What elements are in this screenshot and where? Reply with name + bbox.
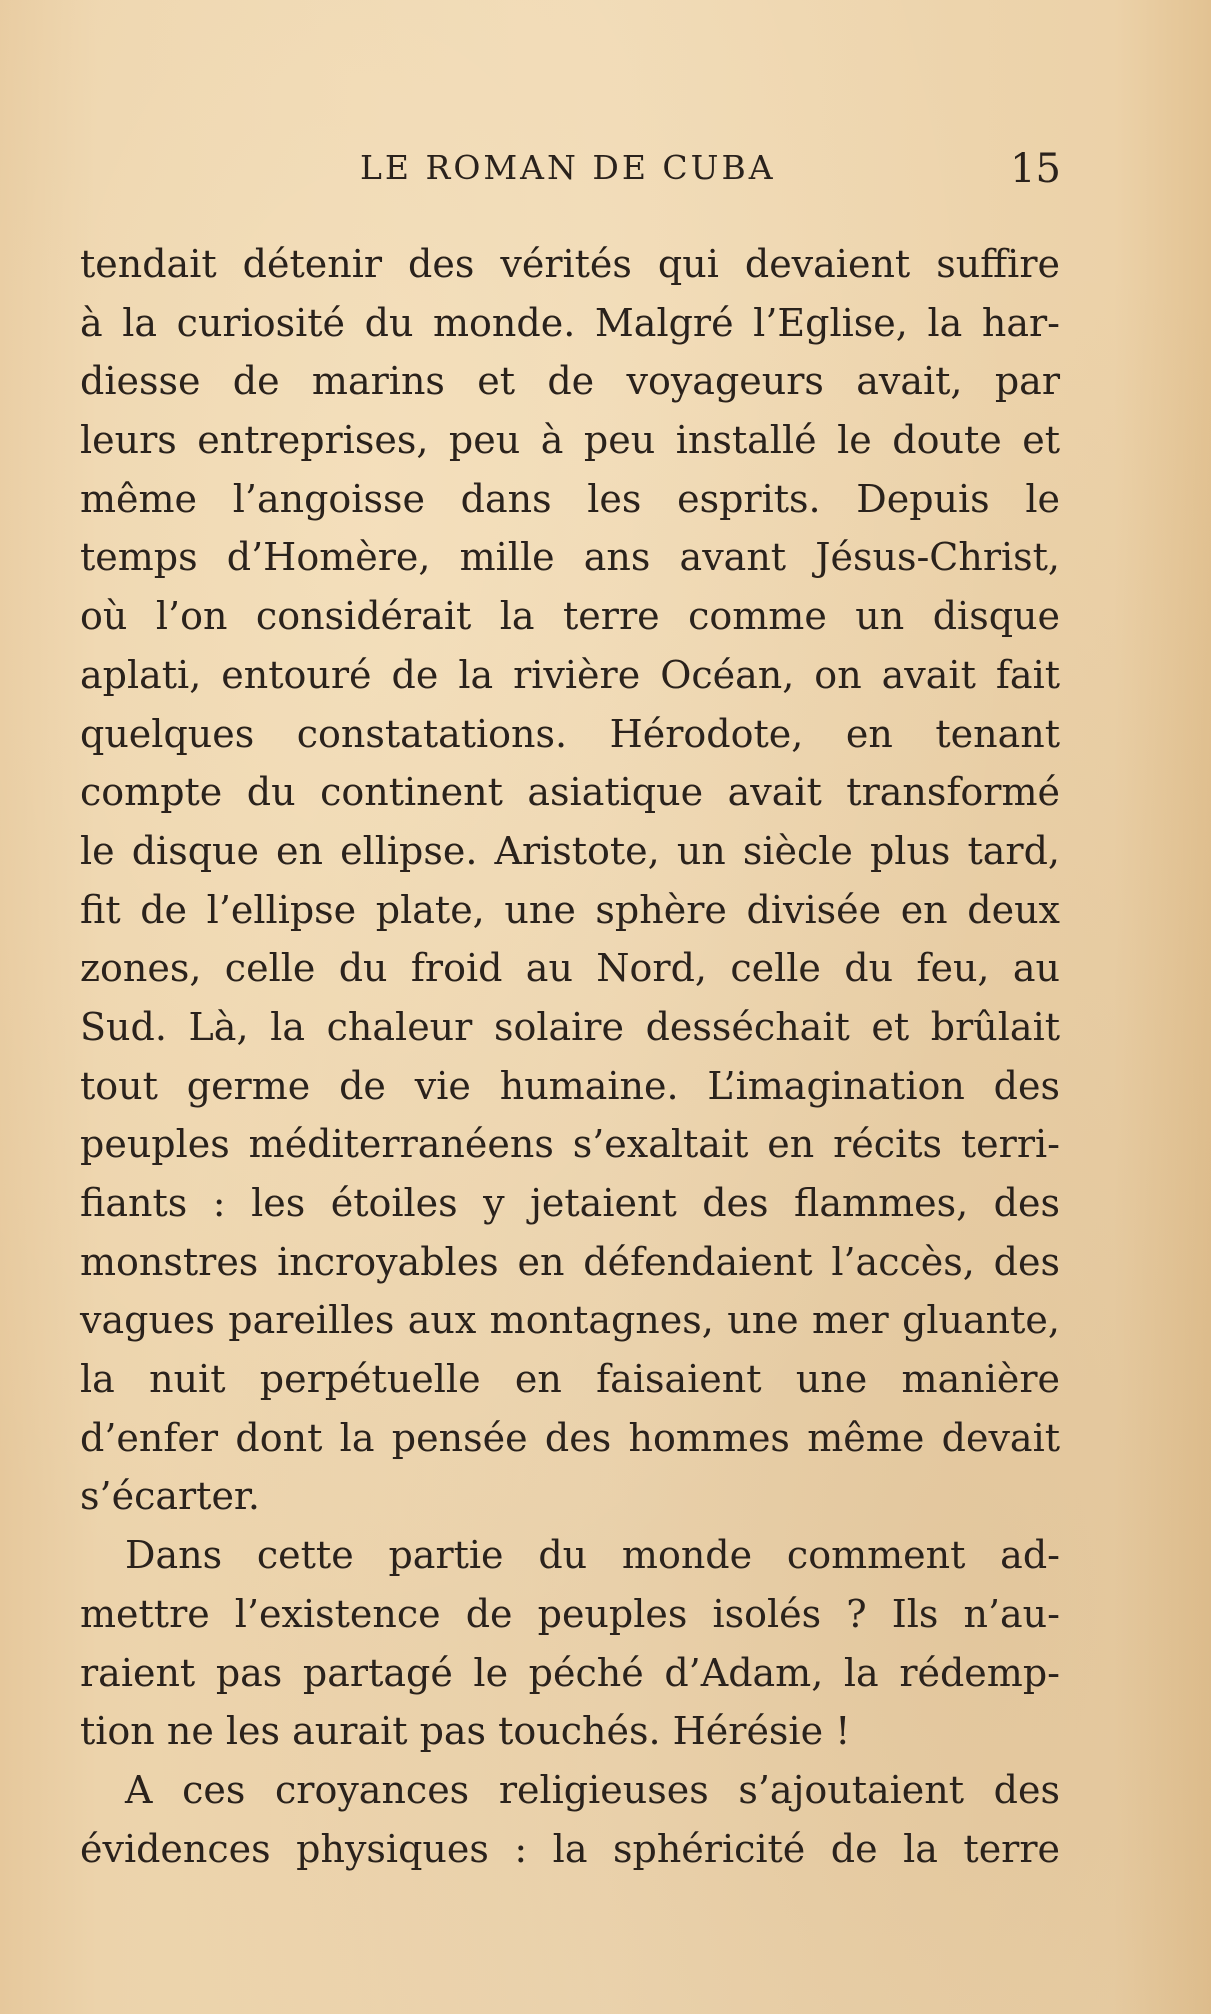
text-line: A ces croyances religieuses s’ajoutaient des: [125, 1767, 1060, 1812]
running-title: LE ROMAN DE CUBA: [360, 148, 776, 187]
text-line: fit de l’ellipse plate, une sphère divisée en deux: [80, 887, 1060, 932]
text-line: tout germe de vie humaine. L’imagination des: [80, 1063, 1060, 1108]
text-line: compte du continent asiatique avait transformé: [80, 770, 1060, 815]
text-line: tendait détenir des vérités qui devaient suffire: [80, 242, 1060, 286]
text-line: à la curiosité du monde. Malgré l’Eglise, la har-: [80, 300, 1060, 345]
text-line: s’écarter.: [80, 1474, 260, 1519]
text-line: la nuit perpétuelle en faisaient une manière: [80, 1357, 1060, 1402]
text-line: même l’angoisse dans les esprits. Depuis le: [80, 476, 1060, 521]
text-line: leurs entreprises, peu à peu installé le doute et: [80, 418, 1060, 463]
text-line: Sud. Là, la chaleur solaire desséchait et brûlait: [80, 1004, 1060, 1049]
text-line: tion ne les aurait pas touchés. Hérésie !: [80, 1709, 851, 1754]
text-line: évidences physiques : la sphéricité de la terre: [80, 1826, 1060, 1871]
text-line: d’enfer dont la pensée des hommes même devait: [80, 1415, 1060, 1460]
text-line: vagues pareilles aux montagnes, une mer gluante,: [80, 1298, 1060, 1343]
text-line: Dans cette partie du monde comment ad-: [125, 1533, 1060, 1578]
text-line: mettre l’existence de peuples isolés ? Ils n’au-: [80, 1591, 1060, 1636]
text-line: fiants : les étoiles y jetaient des flammes, des: [80, 1181, 1060, 1225]
text-line: aplati, entouré de la rivière Océan, on avait fait: [80, 652, 1060, 697]
page-number: 15: [1010, 146, 1061, 192]
text-line: quelques constatations. Hérodote, en tenant: [80, 711, 1060, 756]
text-line: diesse de marins et de voyageurs avait, par: [80, 359, 1060, 404]
text-line: peuples méditerranéens s’exaltait en récits terri-: [80, 1122, 1060, 1167]
text-line: zones, celle du froid au Nord, celle du feu, au: [80, 946, 1060, 991]
text-line: où l’on considérait la terre comme un disque: [80, 594, 1060, 639]
text-line: le disque en ellipse. Aristote, un siècle plus tard,: [80, 828, 1060, 873]
text-line: temps d’Homère, mille ans avant Jésus-Christ,: [80, 535, 1060, 580]
body-text: [80, 235, 1060, 1878]
text-line: monstres incroyables en défendaient l’accès, des: [80, 1239, 1060, 1284]
text-line: raient pas partagé le péché d’Adam, la rédemp-: [80, 1650, 1060, 1695]
